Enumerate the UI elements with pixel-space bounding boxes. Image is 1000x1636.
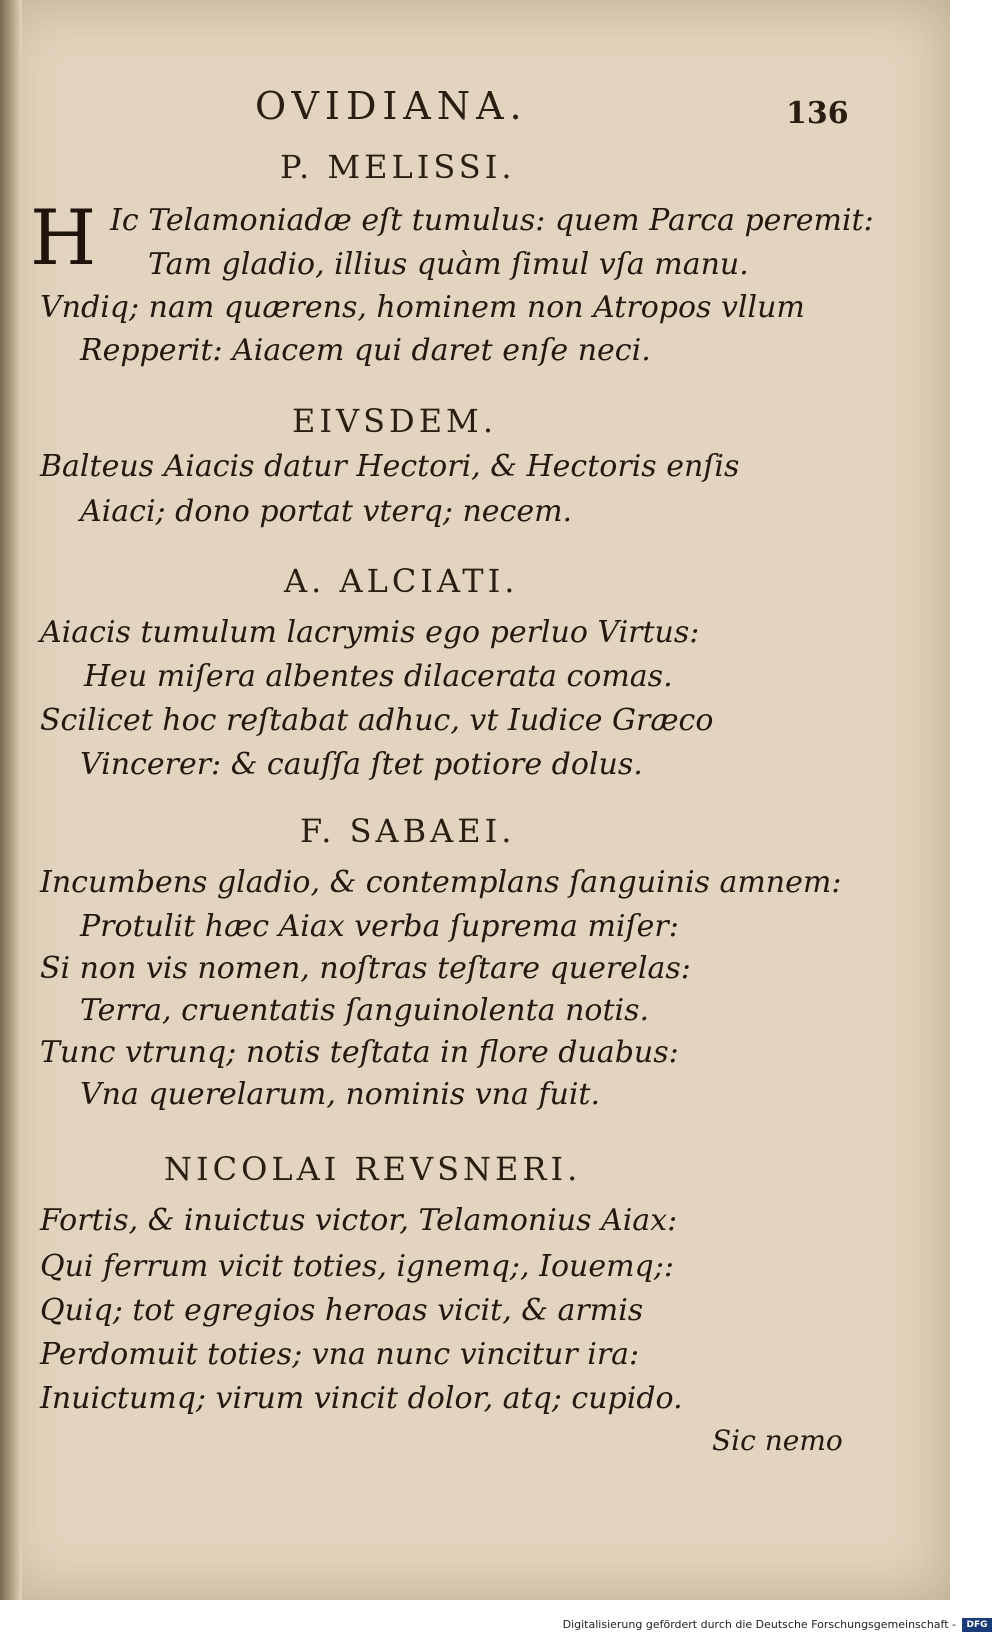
verse-line: Ic Telamoniadæ eſt tumulus: quem Parca peremit: <box>110 203 874 238</box>
verse-line: Vna querelarum, nominis vna fuit. <box>80 1077 601 1112</box>
verse-line: Protulit hæc Aiax verba ſuprema miſer: <box>80 909 679 944</box>
section-heading: EIVSDEM. <box>292 402 497 440</box>
verse-line: Terra, cruentatis ſanguinolenta notis. <box>80 993 650 1028</box>
section-heading: A. ALCIATI. <box>284 562 519 600</box>
verse-line: Tunc vtrunq; notis teſtata in flore duabus: <box>40 1035 679 1070</box>
verse-line: Quiq; tot egregios heroas vicit, & armis <box>40 1293 644 1328</box>
verse-line: Vndiq; nam quærens, hominem non Atropos vllum <box>40 290 805 325</box>
verse-line: Perdomuit toties; vna nunc vincitur ira: <box>40 1337 640 1372</box>
dfg-logo-icon: DFG <box>962 1618 992 1632</box>
page-number: 136 <box>786 96 849 131</box>
section-heading: F. SABAEI. <box>300 812 516 850</box>
footer-bar <box>0 1616 1000 1636</box>
verse-line: Qui ferrum vicit toties, ignemq;, Iouemq;: <box>40 1249 674 1284</box>
verse-line: Incumbens gladio, & contemplans ſanguinis amnem: <box>40 865 842 900</box>
drop-cap: H <box>30 193 97 282</box>
verse-line: Si non vis nomen, noſtras teſtare querelas: <box>40 951 691 986</box>
verse-line: Repperit: Aiacem qui daret enſe neci. <box>80 333 651 368</box>
section-heading: P. MELISSI. <box>280 148 516 186</box>
page-gutter-shadow <box>0 0 22 1600</box>
catchword: Sic nemo <box>712 1424 843 1457</box>
verse-line: Fortis, & inuictus victor, Telamonius Aiax: <box>40 1203 678 1238</box>
verse-line: Vincerer: & cauſſa ſtet potiore dolus. <box>80 747 643 782</box>
section-heading: NICOLAI REVSNERI. <box>164 1150 582 1188</box>
verse-line: Aiacis tumulum lacrymis ego perluo Virtus: <box>40 615 700 650</box>
verse-line: Scilicet hoc reſtabat adhuc, vt Iudice Græco <box>40 703 714 738</box>
verse-line: Inuictumq; virum vincit dolor, atq; cupido. <box>40 1381 683 1416</box>
verse-line: Tam gladio, illius quàm ſimul vſa manu. <box>148 247 749 282</box>
footer-credit: Digitalisierung gefördert durch die Deutsche Forschungsgemeinschaft - <box>562 1618 956 1631</box>
verse-line: Heu miſera albentes dilacerata comas. <box>84 659 673 694</box>
running-head: OVIDIANA. <box>255 84 528 128</box>
verse-line: Balteus Aiacis datur Hectori, & Hectoris enſis <box>40 449 740 484</box>
verse-line: Aiaci; dono portat vterq; necem. <box>80 494 573 529</box>
